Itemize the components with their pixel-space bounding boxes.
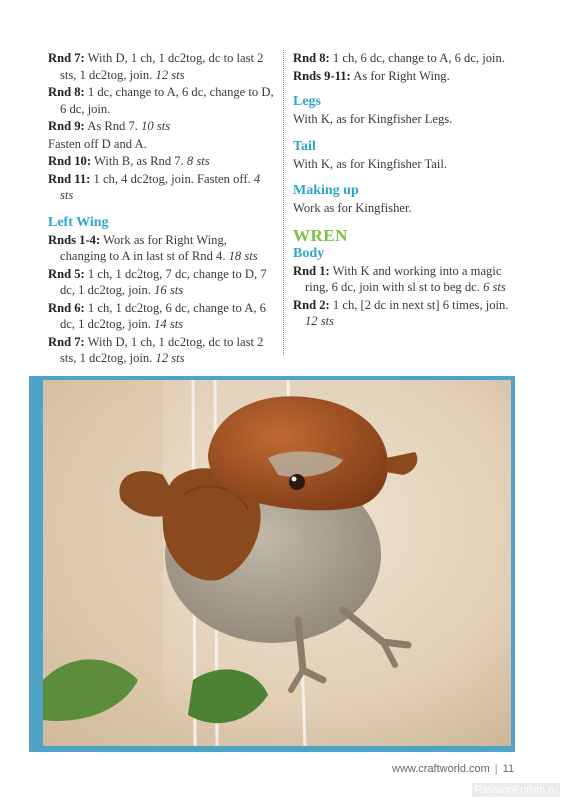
page-footer (392, 763, 514, 775)
footer-separator: | (494, 763, 498, 775)
wren-heading: WREN (293, 225, 348, 245)
making-up-heading: Making up (293, 183, 359, 198)
pattern-round: Rnd 10: With B, as Rnd 7. 8 sts (48, 154, 210, 168)
tail-heading: Tail (293, 138, 316, 154)
left-wing-heading: Left Wing (48, 214, 109, 230)
pattern-round: Rnd 7: With D, 1 ch, 1 dc2tog, dc to last 2 sts, 1 dc2tog, join. 12 sts (48, 51, 264, 82)
right-column (293, 50, 523, 331)
legs-heading: Legs (293, 94, 321, 109)
pattern-round: Rnd 1: With K and working into a magic ring, 6 dc, join with sl st to beg dc. 6 sts (293, 263, 506, 294)
pattern-round: Rnd 8: 1 ch, 6 dc, change to A, 6 dc, join. (293, 51, 505, 65)
body-subheading: Body (293, 245, 325, 261)
pattern-round: Rnds 9-11: As for Right Wing. (293, 68, 450, 83)
making-up-text: Work as for Kingfisher. (293, 201, 412, 215)
watermark: PassionForum.ru (474, 784, 558, 796)
footer-url: www.craftworld.com (392, 763, 490, 775)
pattern-round: Rnd 7: With D, 1 ch, 1 dc2tog, dc to last 2 sts, 1 dc2tog, join. 12 sts (48, 334, 264, 365)
page-number: 11 (502, 763, 515, 775)
wren-illustration (43, 380, 511, 746)
legs-text: With K, as for Kingfisher Legs. (293, 112, 453, 126)
pattern-round: Rnd 8: 1 dc, change to A, 6 dc, change to D, 6 dc, join. (48, 85, 274, 116)
column-divider (283, 50, 284, 355)
tail-text: With K, as for Kingfisher Tail. (293, 156, 448, 171)
pattern-round: Rnd 5: 1 ch, 1 dc2tog, 7 dc, change to D, 7 dc, 1 dc2tog, join. 16 sts (48, 266, 267, 297)
fasten-off-note: Fasten off D and A. (48, 136, 147, 151)
pattern-round: Rnd 6: 1 ch, 1 dc2tog, 6 dc, change to A, 6 dc, 1 dc2tog, join. 14 sts (48, 300, 266, 331)
pattern-round: Rnd 2: 1 ch, [2 dc in next st] 6 times, join. 12 sts (293, 297, 509, 328)
crochet-wren-photo (43, 380, 511, 746)
left-column (48, 50, 276, 368)
pattern-round: Rnd 9: As Rnd 7. 10 sts (48, 119, 171, 133)
pattern-round: Rnd 11: 1 ch, 4 dc2tog, join. Fasten off. 4 sts (48, 171, 261, 202)
pattern-round: Rnds 1-4: Work as for Right Wing, changing to A in last st of Rnd 4. 18 sts (48, 232, 258, 263)
